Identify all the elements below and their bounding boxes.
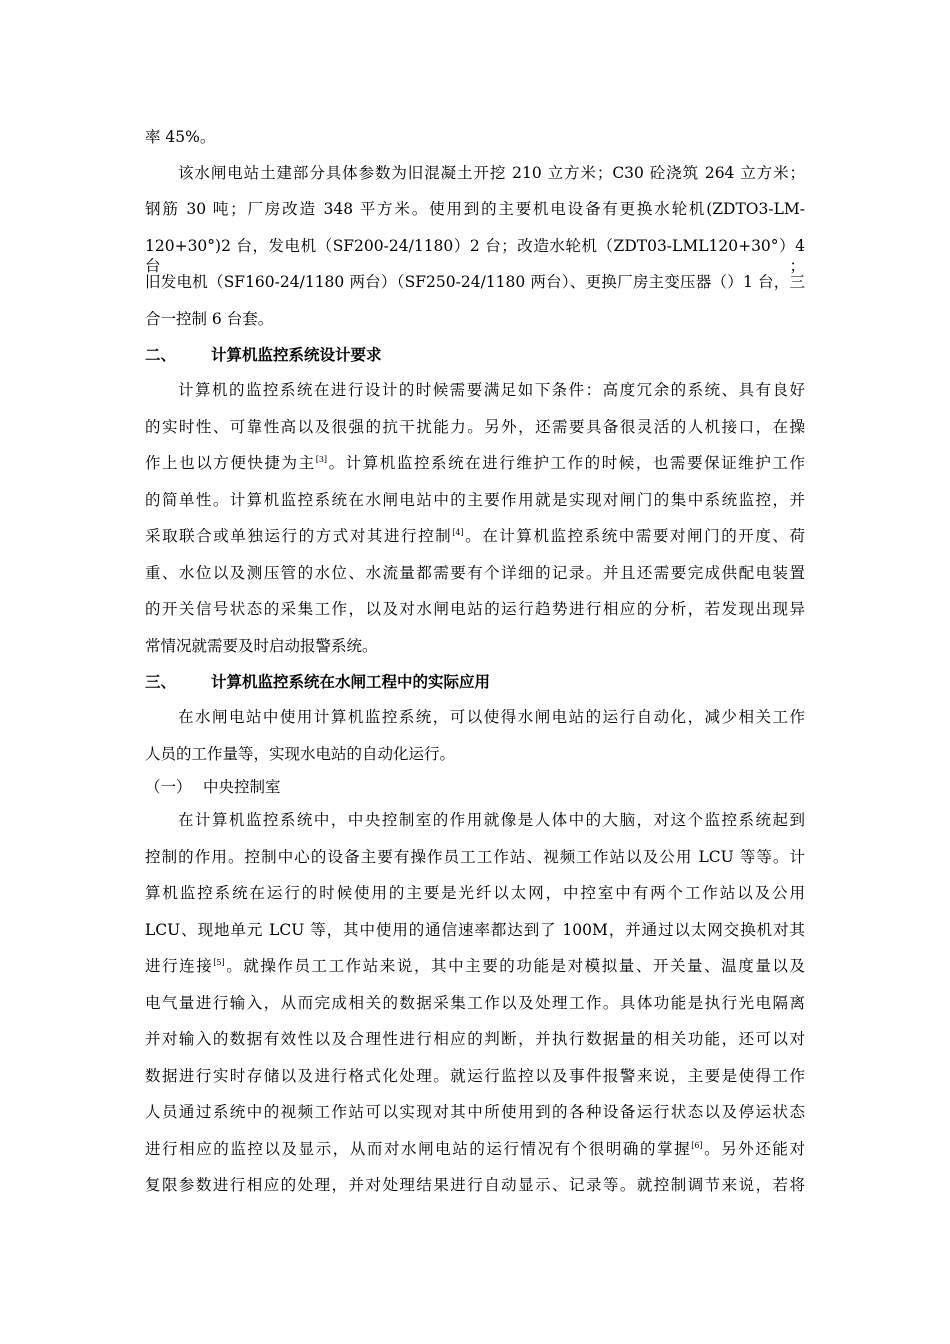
paragraph-line: 在水闸电站中使用计算机监控系统，可以使得水闸电站的运行自动化，减少相关工作 <box>178 708 805 726</box>
paragraph-line: LCU、现地单元 LCU 等，其中使用的通信速率都达到了 100M，并通过以太网交换机对其 <box>145 921 805 939</box>
paragraph-line: 并对输入的数据有效性以及合理性进行相应的判断，并执行数据量的相关功能，还可以对 <box>145 1030 805 1048</box>
paragraph-line: 合一控制 6 台套。 <box>145 310 274 328</box>
paragraph-line: 120+30°)2 台，发电机（SF200-24/1180）2 台；改造水轮机（ZDT03-LML120+30°）4 台； <box>145 237 805 275</box>
section-heading <box>145 672 490 692</box>
text-span: 。在计算机监控系统中需要对闸门的开度、荷 <box>463 527 805 545</box>
citation-ref: [5] <box>213 958 225 967</box>
paragraph-line <box>145 956 805 976</box>
paragraph-continuation: 率 45%。 <box>145 128 216 146</box>
section-title: 计算机监控系统在水闸工程中的实际应用 <box>211 672 491 691</box>
citation-ref: [3] <box>315 455 328 464</box>
paragraph-line: 算机监控系统在运行的时候使用的主要是光纤以太网，中控室中有两个工作站以及公用 <box>145 884 805 902</box>
section-title: 计算机监控系统设计要求 <box>211 345 382 364</box>
citation-ref: [4] <box>452 528 464 537</box>
paragraph-line: 的开关信号状态的采集工作，以及对水闸电站的运行趋势进行相应的分析，若发现出现异 <box>145 600 805 618</box>
paragraph-line: 旧发电机（SF160-24/1180 两台）（SF250-24/1180 两台）、更换厂房主变压器（）1 台，三 <box>145 273 805 291</box>
subsection-heading <box>145 777 281 797</box>
paragraph-line: 的简单性。计算机监控系统在水闸电站中的主要作用就是实现对闸门的集中系统监控，并 <box>145 491 805 509</box>
paragraph-line: 的实时性、可靠性高以及很强的抗干扰能力。另外，还需要具备很灵活的人机接口，在操 <box>145 418 805 436</box>
text-span: 进行相应的监控以及显示，从而对水闸电站的运行情况有个很明确的掌握 <box>145 1140 692 1158</box>
paragraph-line: 人员通过系统中的视频工作站可以实现对其中所使用到的各种设备运行状态以及停运状态 <box>145 1103 805 1121</box>
text-span: 。就操作员工工作站来说，其中主要的功能是对模拟量、开关量、温度量以及 <box>224 957 805 975</box>
paragraph-line: 钢筋 30 吨；厂房改造 348 平方米。使用到的主要机电设备有更换水轮机(ZDTO3-LM- <box>145 200 805 218</box>
paragraph-line <box>145 526 805 546</box>
section-number: 三、 <box>145 672 177 691</box>
subsection-title: 中央控制室 <box>203 778 281 796</box>
subsection-number: （一） <box>145 778 192 796</box>
paragraph-line: 该水闸电站土建部分具体参数为旧混凝土开挖 210 立方米；C30 砼浇筑 264 立方米； <box>178 164 805 182</box>
paragraph-line: 在计算机监控系统中，中央控制室的作用就像是人体中的大脑，对这个监控系统起到 <box>178 811 805 829</box>
paragraph-line <box>145 1139 805 1159</box>
paragraph-line: 复限参数进行相应的处理，并对处理结果进行自动显示、记录等。就控制调节来说，若将 <box>145 1176 805 1194</box>
text-span: 进行连接 <box>145 957 214 975</box>
text-span: 采取联合或单独运行的方式对其进行控制 <box>145 527 453 545</box>
text-span: 作上也以方便快捷为主 <box>145 454 316 472</box>
paragraph-line: 重、水位以及测压管的水位、水流量都需要有个详细的记录。并且还需要完成供配电装置 <box>145 564 805 582</box>
paragraph-line <box>145 453 805 473</box>
citation-ref: [6] <box>691 1141 703 1150</box>
paragraph-line: 计算机的监控系统在进行设计的时候需要满足如下条件：高度冗余的系统、具有良好 <box>178 381 805 399</box>
section-number: 二、 <box>145 345 177 364</box>
paragraph-line: 常情况就需要及时启动报警系统。 <box>145 637 378 655</box>
paragraph-line: 控制的作用。控制中心的设备主要有操作员工工作站、视频工作站以及公用 LCU 等等。计 <box>145 848 805 866</box>
paragraph-line: 人员的工作量等，实现水电站的自动化运行。 <box>145 745 456 763</box>
text-span: 。另外还能对 <box>702 1140 805 1158</box>
section-heading <box>145 345 382 365</box>
paragraph-line: 数据进行实时存储以及进行格式化处理。就运行监控以及事件报警来说，主要是使得工作 <box>145 1067 805 1085</box>
paragraph-line: 电气量进行输入，从而完成相关的数据采集工作以及处理工作。具体功能是执行光电隔离 <box>145 994 805 1012</box>
text-span: 。计算机监控系统在进行维护工作的时候，也需要保证维护工作 <box>327 454 805 472</box>
